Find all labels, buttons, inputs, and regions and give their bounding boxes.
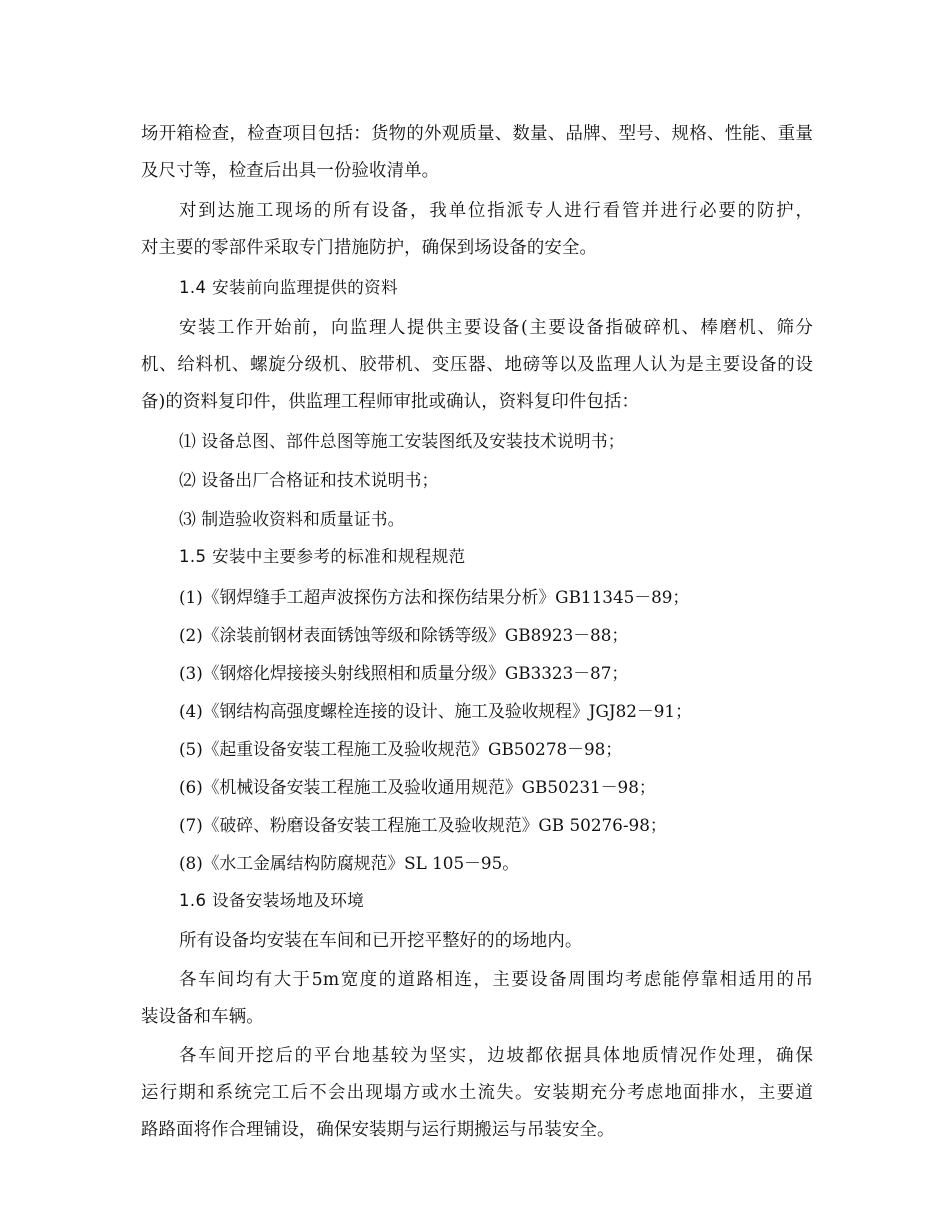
reference-item: (8)《水工金属结构防腐规范》SL 105－95。 [179, 853, 520, 873]
paragraph-line: 装设备和车辆。 [141, 1007, 264, 1027]
section-heading: 1.6 设备安装场地及环境 [179, 891, 365, 910]
reference-item: (2)《涂装前钢材表面锈蚀等级和除锈等级》GB8923－88； [179, 625, 629, 645]
paragraph-line: 场开箱检查，检查项目包括：货物的外观质量、数量、品牌、型号、规格、性能、重量 [141, 124, 813, 144]
paragraph-line: 机、给料机、螺旋分级机、胶带机、变压器、地磅等以及监理人认为是主要设备的设 [141, 355, 813, 375]
paragraph-line: 所有设备均安装在车间和已开挖平整好的的场地内。 [179, 931, 583, 951]
paragraph-line: 运行期和系统完工后不会出现塌方或水土流失。安装期充分考虑地面排水，主要道 [141, 1083, 813, 1103]
paragraph-line: 备)的资料复印件，供监理工程师审批或确认，资料复印件包括： [141, 392, 640, 412]
paragraph-line: 对到达施工现场的所有设备，我单位指派专人进行看管并进行必要的防护， [179, 201, 813, 221]
paragraph-line: 各车间均有大于5m宽度的道路相连，主要设备周围均考虑能停靠相适用的吊 [179, 970, 813, 990]
section-heading: 1.4 安装前向监理提供的资料 [179, 278, 398, 297]
reference-item: (6)《机械设备安装工程施工及验收通用规范》GB50231－98； [179, 777, 656, 797]
reference-item: (1)《钢焊缝手工超声波探伤方法和探伤结果分析》GB11345－89； [179, 587, 690, 607]
list-item: ⑶ 制造验收资料和质量证书。 [179, 509, 405, 529]
section-heading: 1.5 安装中主要参考的标准和规程规范 [179, 547, 466, 566]
list-item: ⑴ 设备总图、部件总图等施工安装图纸及安装技术说明书； [179, 431, 625, 451]
paragraph-line: 路路面将作合理铺设，确保安装期与运行期搬运与吊装安全。 [141, 1120, 615, 1140]
list-item: ⑵ 设备出厂合格证和技术说明书； [179, 470, 439, 490]
paragraph-line: 各车间开挖后的平台地基较为坚实，边坡都依据具体地质情况作处理，确保 [179, 1046, 813, 1066]
reference-item: (7)《破碎、粉磨设备安装工程施工及验收规范》GB 50276-98； [179, 815, 667, 835]
reference-item: (3)《钢熔化焊接接头射线照相和质量分级》GB3323－87； [179, 663, 629, 683]
paragraph-line: 及尺寸等，检查后出具一份验收清单。 [141, 161, 440, 181]
reference-item: (4)《钢结构高强度螺栓连接的设计、施工及验收规程》JGJ82－91； [179, 701, 692, 721]
paragraph-line: 安装工作开始前，向监理人提供主要设备(主要设备指破碎机、棒磨机、筛分 [179, 318, 813, 338]
paragraph-line: 对主要的零部件采取专门措施防护，确保到场设备的安全。 [141, 238, 598, 258]
reference-item: (5)《起重设备安装工程施工及验收规范》GB50278－98； [179, 739, 623, 759]
